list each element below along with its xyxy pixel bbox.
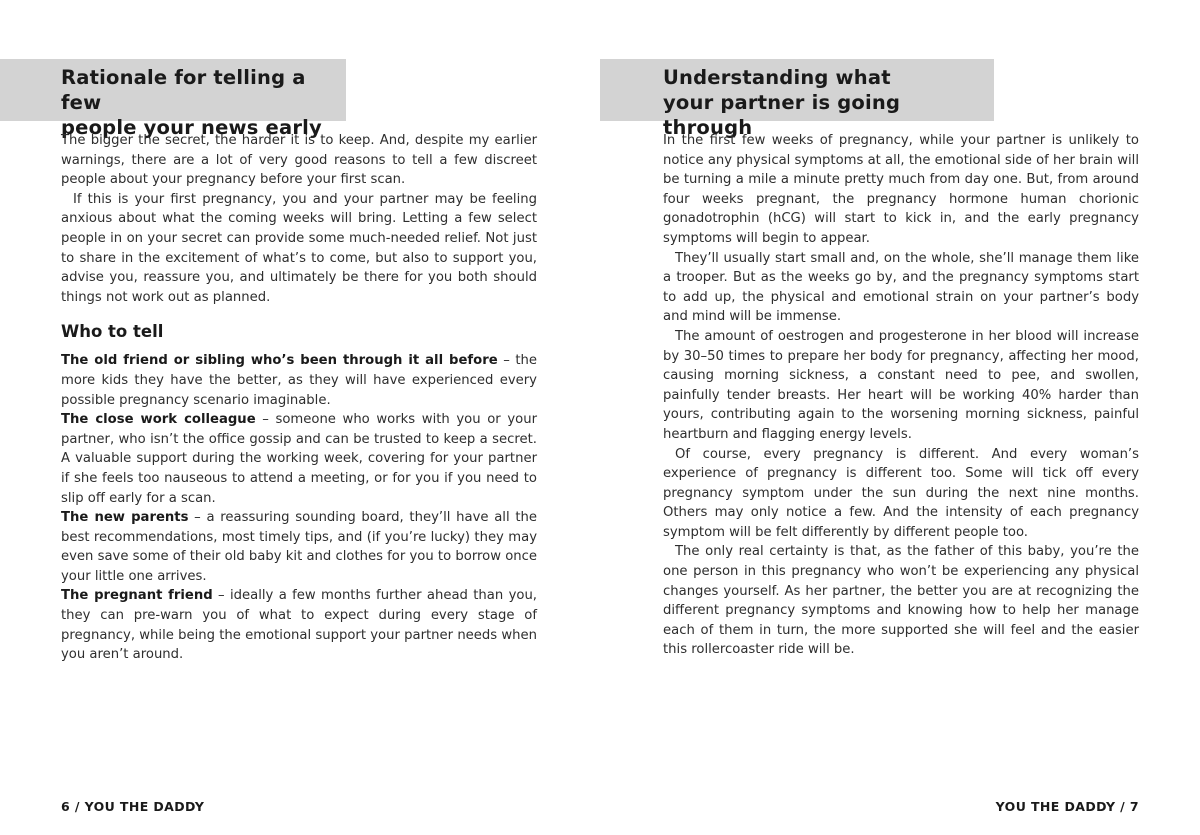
left-heading [61,65,346,140]
entry-lead: The old friend or sibling who’s been through it all before [61,353,498,369]
left-heading-box [0,59,346,139]
right-paragraph-2: They’ll usually start small and, on the whole, she’ll manage them like a trooper. But as the weeks go by, and the pregnancy symptoms start to add up, the physical and emotional strain on your partner’s body and mind will be immense. [663,250,1139,325]
entry-text: – the more kids they have the better, as they will have experienced every possible pregnancy scenario imaginable. [61,353,538,408]
left-body [61,131,537,665]
right-paragraph-5: The only real certainty is that, as the father of this baby, you’re the one person in this pregnancy who won’t be experiencing any physical changes yourself. As her partner, the better you are at recognizing the different pregnancy symptoms and knowing how to help her manage each of them in turn, the more supported she will feel and the easier this rollercoaster ride will be. [663,544,1139,658]
entry-text: – ideally a few months further ahead than you, they can pre-warn you of what to expect during every stage of pregnancy, while being the emotional support your partner needs when you aren’t around. [61,588,537,663]
who-to-tell-subheading: Who to tell [61,322,164,342]
right-heading [663,65,994,140]
entry-lead: The close work colleague [61,412,256,428]
entry-new-parents [61,508,537,586]
entry-pregnant-friend [61,586,537,664]
right-paragraph-4: Of course, every pregnancy is different. And every woman’s experience of pregnancy is different too. Some will tick off every pregnancy symptom under the sun during the next nine months. Others may only notice a few. And the intensity of each pregnancy symptom will be felt differently by different people too. [663,446,1139,540]
right-body [663,131,1139,660]
right-heading-box [600,59,994,139]
left-page-footer: 6 / YOU THE DADDY [61,799,205,814]
left-paragraph-2: If this is your first pregnancy, you and your partner may be feeling anxious about what the coming weeks will bring. Letting a few select people in on your secret can provide some much-needed relief. Not just to share in the excitement of what’s to come, but also to support you, advise you, reassure you, and ultimately be there for you both should things not work out as planned. [61,191,537,305]
entry-text: – a reassuring sounding board, they’ll have all the best recommendations, most timely tips, and (if you’re lucky) they may even save some of their old baby kit and clothes for you to borrow once your little one arrives. [61,510,537,584]
right-page [600,0,1200,835]
right-paragraph-3: The amount of oestrogen and progesterone in her blood will increase by 30–50 times to prepare her body for pregnancy, affecting her mood, causing morning sickness, a constant need to pee, and swollen, painfully tender breasts. Her heart will be working 40% harder than yours, contributing again to the worsening morning sickness, painful heartburn and flagging energy levels. [663,328,1139,442]
right-page-footer: YOU THE DADDY / 7 [995,799,1139,814]
entry-old-friend [61,351,537,410]
entry-text: – someone who works with you or your partner, who isn’t the office gossip and can be trusted to keep a secret. A valuable support during the working week, covering for your partner if she feels too nauseous to attend a meeting, or for you if you need to slip off early for a scan. [61,412,537,506]
entry-work-colleague [61,410,537,508]
left-heading-line1: Rationale for telling a few [61,66,306,114]
entry-lead: The pregnant friend [61,588,213,604]
left-paragraph-1: The bigger the secret, the harder it is to keep. And, despite my earlier warnings, there are a lot of very good reasons to tell a few discreet people about your pregnancy before your first scan. [61,133,537,188]
right-heading-line1: Understanding what [663,66,891,89]
right-paragraph-1: In the first few weeks of pregnancy, while your partner is unlikely to notice any physical symptoms at all, the emotional side of her brain will be turning a mile a minute pretty much from day one. But, from around four weeks pregnant, the pregnancy hormone human chorionic gonadotrophin (hCG) will start to kick in, and the early pregnancy symptoms will begin to appear. [663,133,1139,246]
right-heading-line2: your partner is going through [663,91,901,139]
entry-lead: The new parents [61,510,189,526]
left-heading-line2: people your news early [61,116,322,139]
